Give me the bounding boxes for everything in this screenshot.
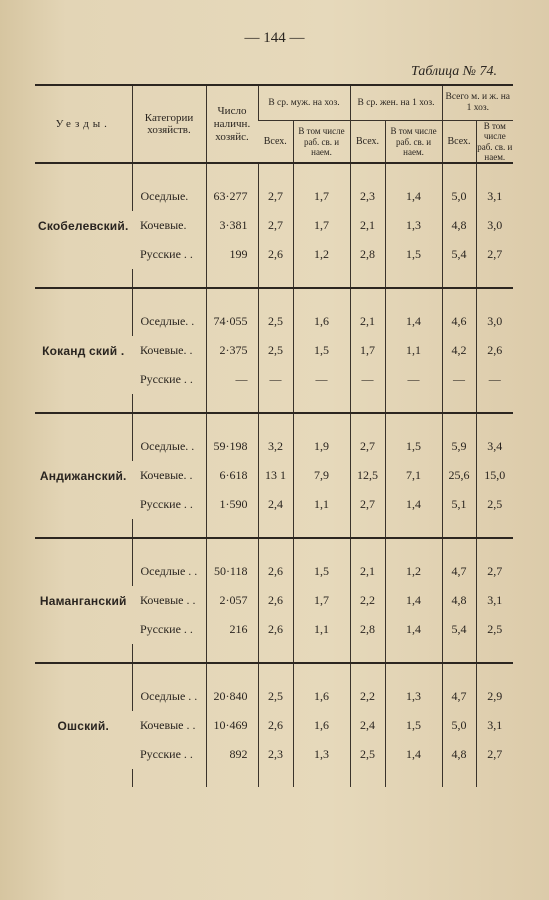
number-cell: 1·590 [206,490,258,519]
uezd-name: Коканд ский . [42,343,125,358]
number-cell: 6·618 [206,461,258,490]
value-cell: 1,9 [293,432,350,461]
value-cell: 1,1 [293,490,350,519]
category-cell: Оседлые. . [132,307,206,336]
value-cell: 2,7 [476,740,513,769]
category-cell: Оседлые. . [132,432,206,461]
value-cell: 2,5 [476,615,513,644]
value-cell: 2,6 [258,711,293,740]
category-cell: Оседлые . . [132,557,206,586]
value-cell: 2,1 [350,211,385,240]
header-incl: В том числе раб. св. и наем. [293,121,350,164]
category-cell: Кочевые. . [140,343,193,358]
value-cell: 2,2 [350,682,385,711]
value-cell: 1,4 [385,490,442,519]
value-cell: 5,9 [442,432,476,461]
header-all: Всех. [442,121,476,164]
value-cell: 1,5 [385,240,442,269]
value-cell: 2,5 [350,740,385,769]
value-cell: 2,6 [476,336,513,365]
uezd-group [35,663,513,787]
value-cell: 2,5 [258,307,293,336]
uezd-name: Андижанский. [39,468,127,483]
value-cell: 1,6 [293,711,350,740]
category-cell: Русские . . [140,497,193,512]
value-cell: 1,5 [385,432,442,461]
value-cell: 1,1 [293,615,350,644]
value-cell: 2,6 [258,615,293,644]
value-cell: — [258,365,293,394]
statistics-table [35,84,513,787]
value-cell: 1,5 [385,711,442,740]
value-cell: 2,5 [258,682,293,711]
value-cell: 4,8 [442,740,476,769]
value-cell: 4,2 [442,336,476,365]
value-cell: — [293,365,350,394]
header-group-total: Всего м. и ж. на 1 хоз. [442,85,513,121]
category-cell: Оседлые. [132,182,206,211]
category-cell: Кочевые . . [140,718,196,733]
uezd-name: Наманганский [39,593,127,608]
table-row [35,557,513,586]
header-uezdy: Уезды. [35,85,132,163]
header-group-men: В ср. муж. на хоз. [258,85,350,121]
value-cell: 2,7 [258,211,293,240]
value-cell: 1,4 [385,740,442,769]
value-cell: 1,4 [385,307,442,336]
number-cell: 59·198 [206,432,258,461]
value-cell: 7,9 [293,461,350,490]
header-incl: В том числе раб. св. и наем. [385,121,442,164]
number-cell: 3·381 [206,211,258,240]
category-cell: Русские . . [140,247,193,262]
number-cell: 20·840 [206,682,258,711]
category-cell: Кочевые. [140,218,187,233]
number-cell: 2·375 [206,336,258,365]
value-cell: 4,6 [442,307,476,336]
value-cell: 5,1 [442,490,476,519]
value-cell: 1,4 [385,586,442,615]
value-cell: 1,6 [293,682,350,711]
header-number: Число наличн. хозяйс. [206,85,258,163]
uezd-group [35,163,513,288]
number-cell: 10·469 [206,711,258,740]
table-row [35,432,513,461]
value-cell: 4,8 [442,211,476,240]
value-cell: 2,9 [476,682,513,711]
header-all: Всех. [258,121,293,164]
value-cell: 2,1 [350,307,385,336]
category-cell: Кочевые . . [140,593,196,608]
header-categories: Категории хозяйств. [132,85,206,163]
value-cell: 1,2 [385,557,442,586]
number-cell: 50·118 [206,557,258,586]
value-cell: 1,5 [293,557,350,586]
value-cell: 3,4 [476,432,513,461]
value-cell: — [350,365,385,394]
value-cell: 1,5 [293,336,350,365]
category-cell: Кочевые. . [140,468,193,483]
number-cell: 63·277 [206,182,258,211]
value-cell: 2,7 [476,557,513,586]
value-cell: 1,4 [385,182,442,211]
value-cell: 7,1 [385,461,442,490]
table-row [35,307,513,336]
table-row [35,682,513,711]
category-cell: Оседлые . . [132,682,206,711]
number-cell: 216 [206,615,258,644]
number-cell: 74·055 [206,307,258,336]
number-cell: 2·057 [206,586,258,615]
number-cell: 199 [206,240,258,269]
value-cell: 2,5 [476,490,513,519]
value-cell: — [442,365,476,394]
value-cell: 1,3 [385,682,442,711]
category-cell: Русские . . [140,622,193,637]
uezd-name: Скобелевский. [37,218,129,233]
value-cell: 5,4 [442,615,476,644]
value-cell: 2,6 [258,586,293,615]
number-cell: 892 [206,740,258,769]
value-cell: — [476,365,513,394]
value-cell: 1,4 [385,615,442,644]
value-cell: 2,4 [258,490,293,519]
value-cell: 1,7 [293,586,350,615]
table-title: Таблица № 74. [411,64,497,79]
value-cell: 1,7 [350,336,385,365]
value-cell: 12,5 [350,461,385,490]
value-cell: 3,2 [258,432,293,461]
value-cell: 2,2 [350,586,385,615]
header-group-women: В ср. жен. на 1 хоз. [350,85,442,121]
category-cell: Русские . . [140,372,193,387]
value-cell: 1,3 [293,740,350,769]
value-cell: — [385,365,442,394]
uezd-group [35,538,513,663]
value-cell: 5,0 [442,711,476,740]
value-cell: 1,2 [293,240,350,269]
value-cell: 1,1 [385,336,442,365]
value-cell: 1,7 [293,211,350,240]
value-cell: 2,6 [258,240,293,269]
value-cell: 25,6 [442,461,476,490]
value-cell: 15,0 [476,461,513,490]
header-incl: В том числе раб. св. и наем. [477,121,513,163]
value-cell: 2,7 [258,182,293,211]
value-cell: 2,7 [476,240,513,269]
uezd-group [35,413,513,538]
table-row [35,182,513,211]
value-cell: 1,6 [293,307,350,336]
header-all: Всех. [350,121,385,164]
uezd-group [35,288,513,413]
value-cell: 2,7 [350,432,385,461]
value-cell: 3,1 [476,182,513,211]
category-cell: Русские . . [140,747,193,762]
value-cell: 2,6 [258,557,293,586]
value-cell: 2,3 [258,740,293,769]
value-cell: 2,3 [350,182,385,211]
value-cell: 3,1 [476,711,513,740]
value-cell: 1,3 [385,211,442,240]
value-cell: 2,4 [350,711,385,740]
value-cell: 1,7 [293,182,350,211]
value-cell: 2,7 [350,490,385,519]
value-cell: 2,8 [350,615,385,644]
value-cell: 2,1 [350,557,385,586]
value-cell: 4,8 [442,586,476,615]
value-cell: 3,1 [476,586,513,615]
value-cell: 4,7 [442,557,476,586]
value-cell: 4,7 [442,682,476,711]
value-cell: 3,0 [476,307,513,336]
number-cell: — [206,365,258,394]
value-cell: 5,0 [442,182,476,211]
page-number: — 144 — [244,30,305,46]
uezd-name: Ошский. [57,718,109,733]
value-cell: 13 1 [258,461,293,490]
value-cell: 5,4 [442,240,476,269]
value-cell: 3,0 [476,211,513,240]
value-cell: 2,5 [258,336,293,365]
value-cell: 2,8 [350,240,385,269]
